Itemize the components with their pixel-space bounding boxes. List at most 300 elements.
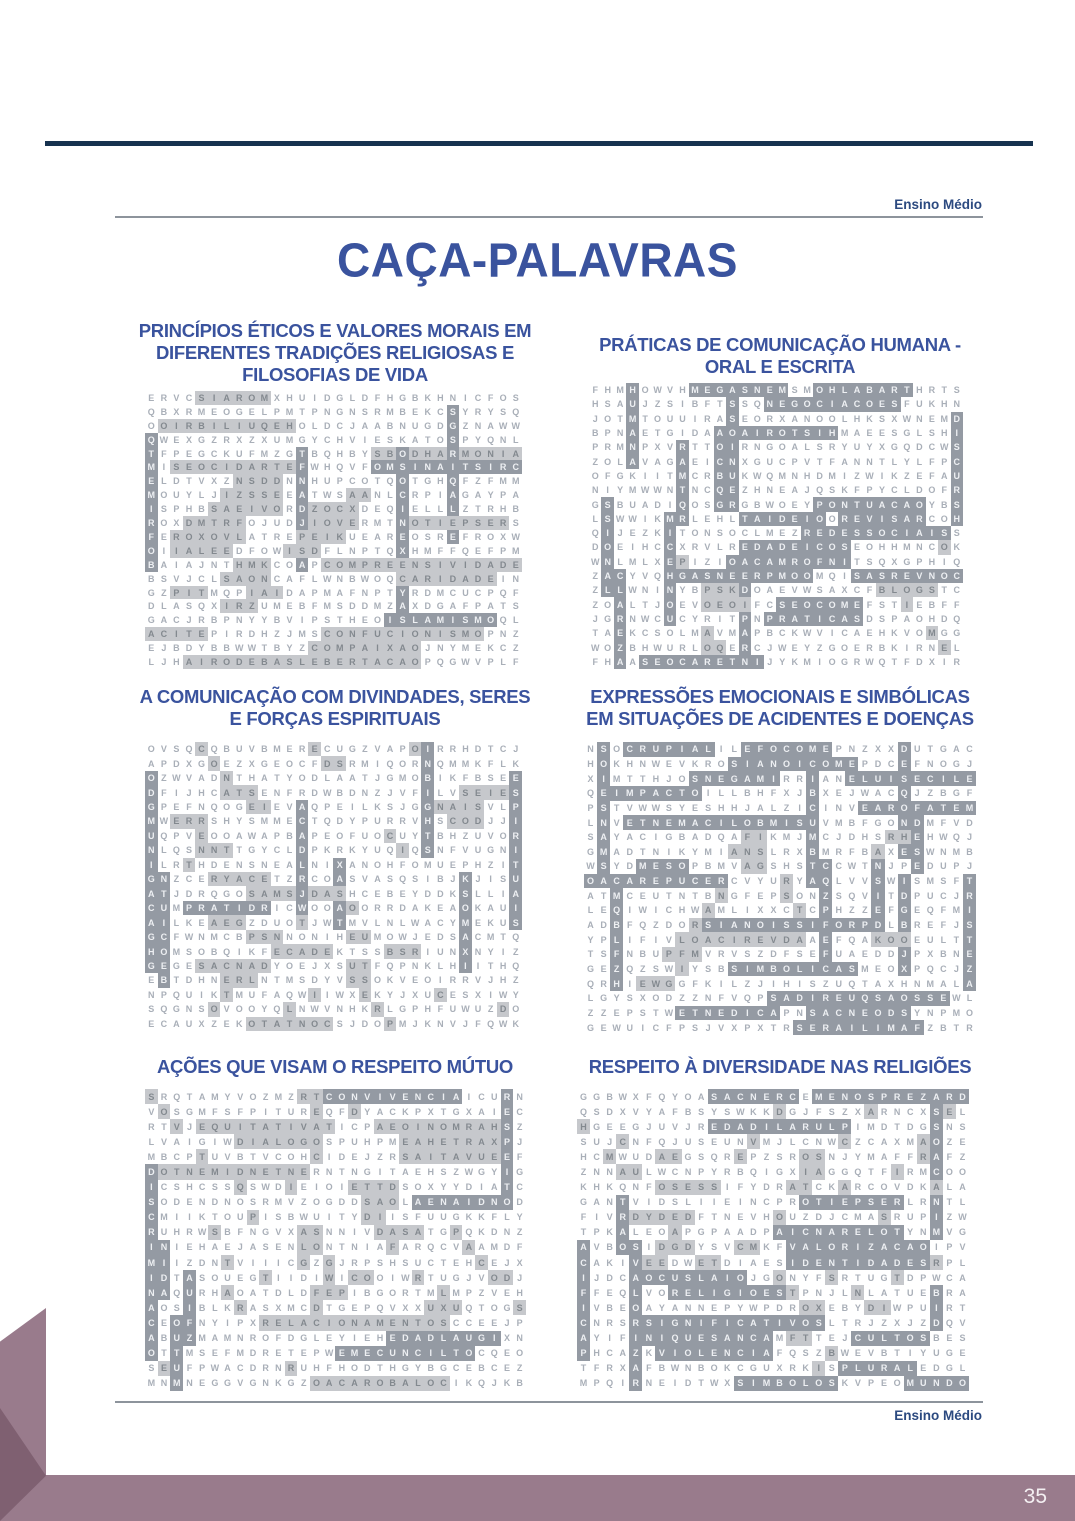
grid-cell: C <box>321 1017 334 1031</box>
grid-cell: D <box>374 1225 387 1240</box>
grid-cell: H <box>516 1287 523 1298</box>
grid-cell: U <box>679 413 686 424</box>
grid-cell: W <box>511 531 520 542</box>
grid-cell: Y <box>750 1182 757 1193</box>
grid-cell: G <box>684 1151 692 1162</box>
grid-cell: C <box>437 917 444 928</box>
grid-cell: S <box>924 991 937 1006</box>
grid-cell: P <box>160 801 167 812</box>
grid-cell: X <box>920 1106 927 1117</box>
grid-cell: N <box>809 890 816 901</box>
grid-cell: J <box>161 643 167 654</box>
grid-cell: J <box>842 1333 848 1344</box>
grid-cell: U <box>763 1363 770 1374</box>
grid-cell: P <box>384 1017 397 1031</box>
grid-cell: T <box>726 655 738 669</box>
grid-cell: W <box>322 917 332 928</box>
grid-cell: Q <box>223 946 231 957</box>
grid-cell: Z <box>946 1212 953 1223</box>
grid-cell: D <box>887 949 895 960</box>
grid-cell: V <box>959 1242 966 1253</box>
grid-cell: N <box>183 1164 196 1179</box>
grid-cell: F <box>946 1151 953 1162</box>
grid-cell: T <box>299 406 305 417</box>
grid-cell: I <box>220 488 233 502</box>
grid-cell: H <box>679 385 686 396</box>
grid-cell: A <box>691 832 699 843</box>
grid-cell: A <box>359 488 372 502</box>
grid-cell: C <box>813 540 825 554</box>
grid-cell: U <box>951 469 963 483</box>
grid-cell: R <box>751 569 763 583</box>
grid-cell: H <box>411 545 419 556</box>
grid-cell: S <box>714 583 726 597</box>
grid-cell: E <box>248 406 255 417</box>
grid-cell: X <box>783 788 790 799</box>
grid-cell: L <box>717 542 723 553</box>
grid-cell: H <box>474 859 482 870</box>
grid-cell: P <box>763 1227 770 1238</box>
grid-cell: D <box>874 949 882 960</box>
grid-cell: F <box>646 1136 652 1147</box>
grid-cell: R <box>715 874 728 889</box>
grid-cell: A <box>487 903 494 914</box>
grid-cell: P <box>173 830 180 841</box>
grid-cell: A <box>160 559 168 570</box>
grid-cell: F <box>512 587 519 598</box>
grid-cell: E <box>186 1242 193 1253</box>
grid-cell: G <box>939 744 947 755</box>
grid-cell: T <box>389 1167 396 1178</box>
grid-cell: O <box>654 413 662 424</box>
grid-cell: C <box>664 540 676 554</box>
grid-cell: X <box>249 1318 256 1328</box>
grid-cell: O <box>436 434 444 445</box>
grid-cell: U <box>675 874 688 889</box>
grid-cell: P <box>223 615 230 626</box>
grid-cell: I <box>767 918 780 933</box>
grid-cell: E <box>324 830 331 841</box>
grid-cell: P <box>920 1212 927 1223</box>
grid-cell: S <box>185 845 192 856</box>
grid-cell: W <box>464 1167 474 1178</box>
grid-cell: V <box>667 385 674 396</box>
grid-cell: O <box>930 1134 943 1149</box>
grid-cell: M <box>904 1376 917 1391</box>
grid-cell: D <box>933 1363 940 1374</box>
grid-cell: A <box>616 1164 629 1179</box>
grid-cell: P <box>364 1121 371 1132</box>
grid-cell: B <box>421 771 434 785</box>
grid-cell: F <box>815 1272 822 1283</box>
grid-cell: H <box>313 1363 320 1374</box>
grid-cell: Y <box>841 442 848 453</box>
grid-cell: G <box>145 872 158 886</box>
grid-cell: F <box>326 1363 332 1374</box>
grid-cell: B <box>610 918 623 933</box>
grid-cell: K <box>503 1378 511 1389</box>
grid-cell: S <box>580 1136 587 1147</box>
grid-cell: J <box>829 1212 835 1223</box>
grid-cell: L <box>424 504 431 515</box>
grid-cell: E <box>658 1378 665 1389</box>
grid-cell: N <box>826 555 838 569</box>
grid-cell: I <box>327 1212 331 1223</box>
grid-cell: I <box>741 1006 754 1021</box>
grid-cell: W <box>590 556 600 567</box>
grid-cell: Y <box>613 993 620 1004</box>
grid-cell: Q <box>173 1091 181 1102</box>
grid-cell: K <box>424 903 431 914</box>
grid-cell: O <box>904 1331 917 1346</box>
grid-cell: D <box>626 846 633 857</box>
grid-cell: M <box>346 558 359 572</box>
grid-cell: Q <box>172 845 180 856</box>
grid-cell: Y <box>512 989 519 1000</box>
grid-cell: T <box>288 1348 294 1359</box>
footer-rule <box>115 1401 983 1403</box>
grid-cell: L <box>148 1136 155 1147</box>
grid-cell: A <box>296 944 309 958</box>
grid-cell: R <box>773 1089 786 1104</box>
grid-cell: S <box>667 399 674 410</box>
grid-cell: C <box>323 744 331 755</box>
grid-cell: K <box>224 1302 231 1313</box>
grid-cell: J <box>517 1136 523 1147</box>
grid-cell: R <box>285 1361 298 1376</box>
grid-cell: I <box>728 932 741 947</box>
grid-cell: O <box>865 542 873 553</box>
grid-cell: I <box>426 946 429 957</box>
grid-cell: R <box>828 442 836 453</box>
grid-cell: D <box>684 1378 692 1389</box>
grid-cell: S <box>359 973 372 987</box>
grid-cell: R <box>841 1272 849 1283</box>
grid-cell: V <box>593 1242 600 1253</box>
grid-cell: Q <box>173 1287 181 1298</box>
grid-cell: N <box>224 1197 231 1208</box>
grid-cell: R <box>233 973 246 987</box>
grid-cell: C <box>474 932 482 943</box>
grid-cell: O <box>248 1004 256 1015</box>
grid-cell: W <box>638 802 648 813</box>
grid-cell: Z <box>791 528 798 539</box>
grid-cell: Q <box>926 905 934 916</box>
grid-cell: I <box>509 843 522 857</box>
grid-cell: F <box>386 1240 399 1255</box>
puzzle-title-line: RESPEITO À DIVERSIDADE NAS RELIGIÕES <box>588 1056 972 1077</box>
grid-cell: Y <box>802 1272 809 1283</box>
grid-cell: F <box>929 456 935 467</box>
grid-cell: E <box>374 888 381 899</box>
grid-cell: F <box>741 830 754 845</box>
grid-cell: A <box>876 383 888 397</box>
grid-cell: I <box>654 934 658 945</box>
grid-cell: P <box>662 742 675 757</box>
grid-cell: E <box>819 742 832 757</box>
grid-cell: O <box>816 413 824 424</box>
grid-cell: O <box>675 859 688 874</box>
grid-cell: A <box>654 456 661 467</box>
grid-cell: N <box>296 474 309 488</box>
grid-cell: N <box>198 1197 206 1208</box>
grid-cell: F <box>819 947 832 962</box>
grid-cell: Y <box>692 846 699 857</box>
grid-cell: I <box>497 447 510 461</box>
grid-cell: X <box>288 1227 295 1238</box>
grid-cell: U <box>913 744 921 755</box>
grid-cell: L <box>148 657 155 668</box>
grid-cell: E <box>447 530 460 544</box>
grid-cell: R <box>186 1227 193 1238</box>
grid-cell: P <box>692 861 699 872</box>
grid-cell: F <box>173 932 180 943</box>
grid-cell: U <box>474 1004 482 1015</box>
grid-cell: O <box>812 1376 825 1391</box>
grid-cell: E <box>779 528 786 539</box>
grid-cell: A <box>173 1018 180 1029</box>
grid-cell: X <box>894 1136 901 1147</box>
grid-cell: U <box>183 1285 196 1300</box>
grid-cell: V <box>198 476 205 487</box>
grid-cell: N <box>629 613 636 624</box>
grid-cell: S <box>828 1363 835 1374</box>
grid-cell: O <box>938 569 950 583</box>
grid-cell: G <box>249 1378 257 1389</box>
grid-cell: Y <box>678 802 685 813</box>
grid-cell: H <box>664 569 676 583</box>
grid-cell: A <box>411 434 419 445</box>
grid-cell: E <box>211 1348 218 1359</box>
grid-cell: M <box>616 385 624 396</box>
grid-cell: E <box>465 1363 472 1374</box>
grid-cell: D <box>600 920 607 931</box>
grid-cell: A <box>716 413 724 424</box>
grid-cell: U <box>374 845 381 856</box>
grid-cell: J <box>211 490 217 501</box>
grid-cell: S <box>851 526 863 540</box>
grid-cell: X <box>888 978 895 989</box>
grid-cell: A <box>296 558 309 572</box>
grid-cell: C <box>891 1240 904 1255</box>
grid-cell: O <box>389 1287 397 1298</box>
grid-cell: W <box>360 573 370 584</box>
grid-cell: P <box>364 1302 371 1313</box>
grid-cell: Y <box>387 989 394 1000</box>
grid-cell: I <box>773 1315 786 1330</box>
grid-cell: A <box>233 872 246 886</box>
grid-cell: Y <box>338 1333 345 1344</box>
grid-cell: U <box>666 642 674 653</box>
grid-cell: T <box>770 1022 777 1033</box>
grid-cell: P <box>462 434 469 445</box>
grid-cell: L <box>731 788 737 799</box>
grid-cell: I <box>901 526 913 540</box>
grid-cell: L <box>296 858 309 872</box>
grid-cell: A <box>249 1287 257 1298</box>
grid-cell: O <box>286 758 294 769</box>
grid-cell: H <box>233 558 246 572</box>
grid-cell: O <box>913 497 925 511</box>
grid-cell: L <box>888 583 900 597</box>
grid-cell: Z <box>274 448 280 459</box>
grid-cell: X <box>465 1106 472 1117</box>
grid-cell: W <box>498 1018 508 1029</box>
grid-cell: E <box>901 569 913 583</box>
grid-cell: F <box>487 545 494 556</box>
grid-cell: A <box>878 1240 891 1255</box>
grid-cell: E <box>651 655 663 669</box>
grid-cell: E <box>195 627 208 641</box>
grid-cell: I <box>798 978 801 989</box>
grid-cell: T <box>927 744 933 755</box>
grid-cell: F <box>813 555 825 569</box>
grid-cell: O <box>170 1315 183 1330</box>
grid-cell: B <box>478 1363 485 1374</box>
grid-cell: C <box>351 1121 358 1132</box>
grid-cell: Z <box>246 599 259 613</box>
grid-cell: R <box>185 406 193 417</box>
grid-cell: O <box>828 656 836 667</box>
grid-cell: U <box>666 413 674 424</box>
grid-cell: L <box>695 1346 708 1361</box>
grid-cell: A <box>399 1376 412 1391</box>
grid-cell: I <box>313 392 316 403</box>
grid-cell: I <box>459 959 472 973</box>
grid-cell: G <box>593 1121 601 1132</box>
grid-cell: A <box>878 1255 891 1270</box>
grid-cell: P <box>399 960 406 971</box>
grid-cell: L <box>362 801 368 812</box>
grid-cell: W <box>657 1167 667 1178</box>
grid-cell: X <box>888 846 895 857</box>
grid-cell: D <box>361 601 369 612</box>
grid-cell: I <box>213 1136 217 1147</box>
grid-cell: B <box>616 499 624 510</box>
grid-cell: G <box>952 758 960 769</box>
grid-cell: L <box>587 993 594 1004</box>
grid-cell: A <box>760 1331 773 1346</box>
grid-cell: P <box>424 657 431 668</box>
grid-cell: Z <box>862 744 868 755</box>
grid-cell: S <box>809 978 816 989</box>
grid-cell: K <box>185 917 193 928</box>
grid-cell: L <box>692 513 698 524</box>
grid-cell: B <box>863 383 875 397</box>
grid-cell: P <box>374 587 381 598</box>
grid-cell: U <box>424 989 431 1000</box>
grid-cell: J <box>642 399 648 410</box>
grid-cell: I <box>308 516 321 530</box>
grid-cell: R <box>198 1287 206 1298</box>
grid-cell: X <box>211 601 218 612</box>
grid-cell: C <box>731 876 738 887</box>
grid-cell: A <box>220 391 233 405</box>
grid-cell: R <box>724 1151 731 1162</box>
grid-cell: N <box>499 629 507 640</box>
grid-cell: F <box>904 399 910 410</box>
grid-cell: E <box>346 930 359 944</box>
grid-cell: D <box>503 1242 511 1253</box>
grid-cell: O <box>799 1315 812 1330</box>
grid-cell: E <box>321 944 334 958</box>
grid-cell: T <box>689 1006 702 1021</box>
grid-cell: N <box>233 474 246 488</box>
word-search-grid <box>589 383 963 669</box>
grid-cell: I <box>308 988 321 1002</box>
grid-cell: L <box>195 544 208 558</box>
grid-cell: P <box>685 1227 692 1238</box>
grid-cell: P <box>604 428 611 439</box>
grid-cell: R <box>614 612 626 626</box>
grid-cell: Z <box>842 1106 848 1117</box>
grid-cell: B <box>210 643 218 654</box>
grid-cell: G <box>952 788 960 799</box>
grid-cell: B <box>754 499 761 510</box>
grid-cell: C <box>832 1006 845 1021</box>
grid-cell: P <box>487 629 494 640</box>
grid-cell: R <box>462 1119 475 1134</box>
grid-cell: B <box>825 1346 838 1361</box>
grid-cell: S <box>863 526 875 540</box>
grid-cell: N <box>649 815 662 830</box>
grid-cell: Q <box>386 545 394 556</box>
grid-cell: K <box>606 1257 613 1268</box>
grid-cell: W <box>272 545 282 556</box>
grid-cell: K <box>275 1378 282 1389</box>
grid-cell: A <box>412 1195 425 1210</box>
grid-cell: P <box>802 1287 809 1298</box>
grid-cell: A <box>848 949 856 960</box>
grid-cell: I <box>963 903 976 918</box>
grid-cell: O <box>940 513 948 524</box>
grid-cell: C <box>349 476 356 487</box>
grid-cell: L <box>285 1315 298 1330</box>
grid-cell: O <box>414 1182 422 1193</box>
grid-cell: N <box>927 1008 934 1019</box>
grid-cell: S <box>878 413 885 424</box>
grid-cell: I <box>721 1270 734 1285</box>
grid-cell: N <box>351 1242 358 1253</box>
grid-cell: J <box>842 1151 848 1162</box>
grid-cell: O <box>915 628 923 639</box>
grid-cell: E <box>642 428 649 439</box>
grid-cell: G <box>297 1255 310 1270</box>
grid-cell: P <box>791 456 798 467</box>
grid-cell: U <box>475 1149 488 1164</box>
grid-cell: P <box>587 802 594 813</box>
grid-cell: F <box>593 1363 600 1374</box>
grid-cell: Z <box>742 485 748 496</box>
grid-cell: F <box>311 758 318 769</box>
grid-cell: S <box>671 1197 678 1208</box>
grid-cell: P <box>313 1348 320 1359</box>
grid-cell: A <box>249 1302 257 1313</box>
grid-cell: E <box>726 483 738 497</box>
grid-cell: T <box>667 470 673 481</box>
grid-cell: S <box>160 573 167 584</box>
grid-cell: N <box>474 420 482 431</box>
grid-cell: D <box>296 502 309 516</box>
grid-cell: D <box>866 613 873 624</box>
grid-cell: A <box>739 426 751 440</box>
grid-cell: F <box>183 1315 196 1330</box>
grid-cell: K <box>449 888 457 899</box>
grid-cell: C <box>655 1270 668 1285</box>
grid-cell: I <box>746 905 749 916</box>
grid-cell: N <box>336 1004 344 1015</box>
grid-cell: S <box>917 1255 930 1270</box>
